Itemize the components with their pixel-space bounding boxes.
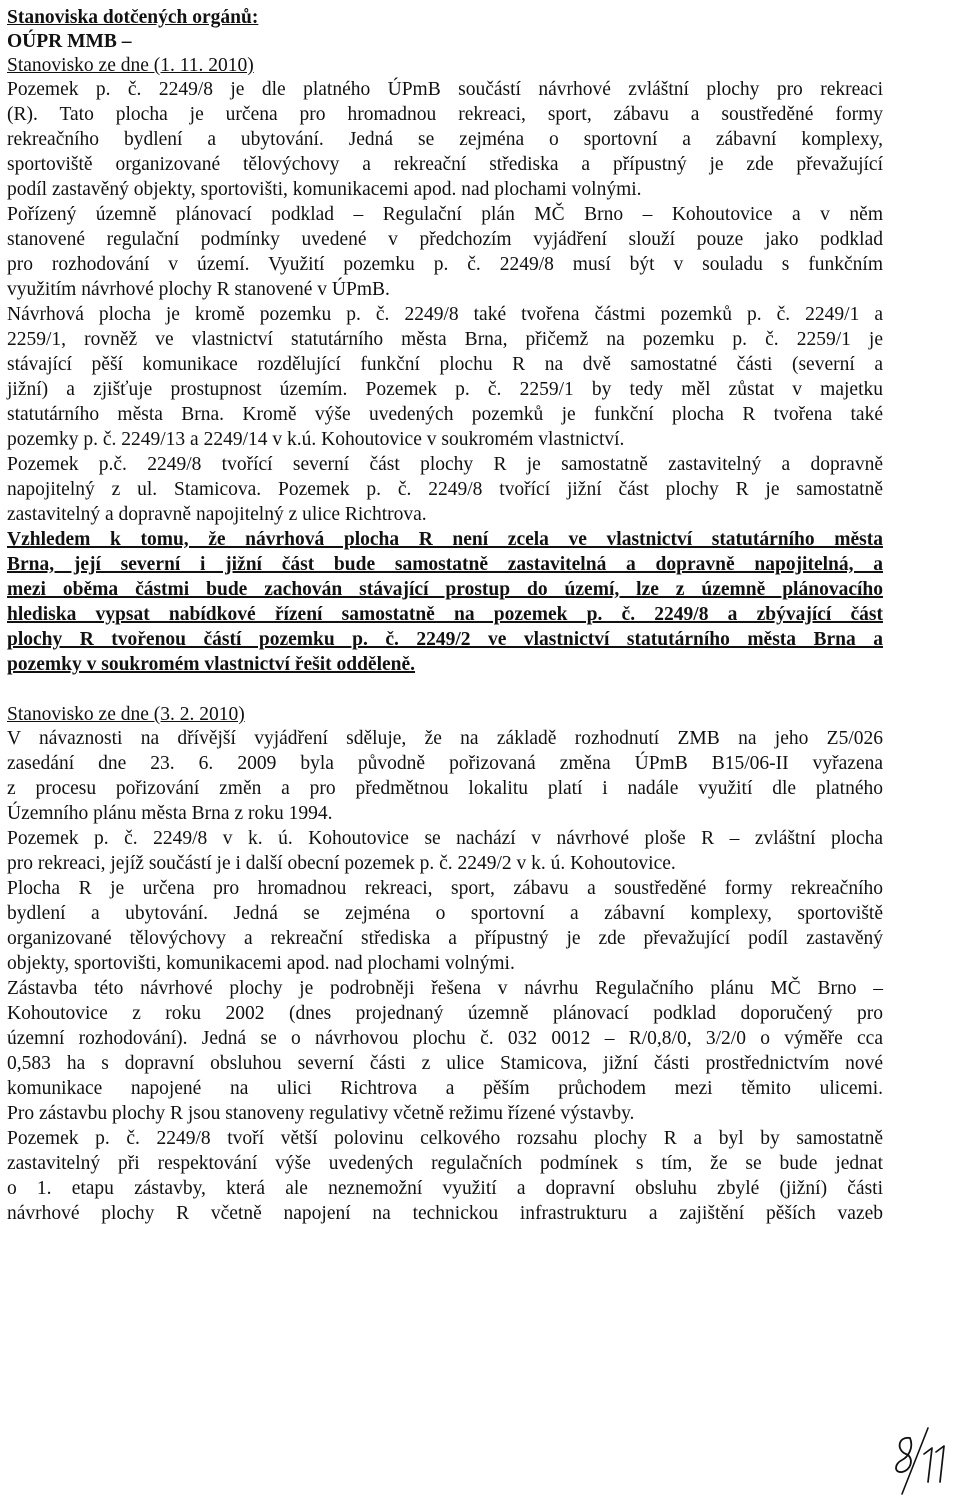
paragraph-line: stávající pěší komunikace rozdělující funkční plochu R na dvě samostatné části (severní a bbox=[7, 354, 883, 375]
paragraph-line: komunikace napojené na ulici Richtrova a pěším průchodem mezi těmito ulicemi. bbox=[7, 1078, 883, 1099]
opinion-date-1: Stanovisko ze dne (1. 11. 2010) bbox=[7, 55, 254, 76]
paragraph-line: pozemky p. č. 2249/13 a 2249/14 v k.ú. Kohoutovice v soukromém vlastnictví. bbox=[7, 429, 625, 450]
paragraph-line: podíl zastavěný objekty, sportovišti, komunikacemi apod. nad plochami volnými. bbox=[7, 179, 642, 200]
conclusion-line: mezi oběma částmi bude zachován stávající prostup do území, lze z územně plánovacího bbox=[7, 579, 883, 600]
paragraph-line: stanovené regulační podmínky uvedené v předchozím vyjádření slouží pouze jako podklad bbox=[7, 229, 883, 250]
paragraph-line: jižní) a zjišťuje prostupnost územím. Pozemek p. č. 2259/1 by tedy měl zůstat v majetku bbox=[7, 379, 883, 400]
paragraph-line: Územního plánu města Brna z roku 1994. bbox=[7, 803, 333, 824]
paragraph-line: Kohoutovice z roku 2002 (dnes projednaný územně plánovací podklad doporučený pro bbox=[7, 1003, 883, 1024]
paragraph-line: sportoviště organizované tělovýchovy a rekreační střediska a přípustný je zde převažující bbox=[7, 154, 883, 175]
paragraph-line: bydlení a ubytování. Jedná se zejména o sportovní a zábavní komplexy, sportoviště bbox=[7, 903, 883, 924]
paragraph-line: Návrhová plocha je kromě pozemku p. č. 2249/8 také tvořena částmi pozemků p. č. 2249/1 a bbox=[7, 304, 883, 325]
paragraph-line: Zástavba této návrhové plochy je podrobněji řešena v návrhu Regulačního plánu MČ Brno – bbox=[7, 978, 883, 999]
paragraph-line: (R). Tato plocha je určena pro hromadnou rekreaci, sport, zábavu a soustředěné formy bbox=[7, 104, 883, 125]
paragraph-line: z procesu pořizování změn a pro předmětnou lokalitu platí i nadále využití dle platného bbox=[7, 778, 883, 799]
paragraph-line: V návaznosti na dřívější vyjádření sděluje, že na základě rozhodnutí ZMB na jeho Z5/026 bbox=[7, 728, 883, 749]
paragraph-line: statutárního města Brna. Kromě výše uvedených pozemků je funkční plocha R tvořena také bbox=[7, 404, 883, 425]
paragraph-line: napojitelný z ul. Stamicova. Pozemek p. č. 2249/8 tvořící jižní část plochy R je samostatně bbox=[7, 479, 883, 500]
document-title: Stanoviska dotčených orgánů: bbox=[7, 7, 259, 28]
paragraph-line: zasedání dne 23. 6. 2009 byla původně pořizovaná změna ÚPmB B15/06-II vyřazena bbox=[7, 753, 883, 774]
conclusion-line: pozemky v soukromém vlastnictví řešit odděleně. bbox=[7, 654, 416, 675]
paragraph-line: pro rozhodování v území. Využití pozemku p. č. 2249/8 musí být v souladu s funkčním bbox=[7, 254, 883, 275]
paragraph-line: zastavitelný a dopravně napojitelný z ulice Richtrova. bbox=[7, 504, 427, 525]
conclusion-line: hlediska vypsat nabídkové řízení samostatně na pozemek p. č. 2249/8 a zbývající část bbox=[7, 604, 883, 625]
conclusion-line: Vzhledem k tomu, že návrhová plocha R není zcela ve vlastnictví statutárního města bbox=[7, 529, 883, 550]
paragraph-line: Pro zástavbu plochy R jsou stanoveny regulativy včetně režimu řízené výstavby. bbox=[7, 1103, 635, 1124]
paragraph-line: Pozemek p. č. 2249/8 je dle platného ÚPmB součástí návrhové zvláštní plochy pro rekreaci bbox=[7, 79, 883, 100]
paragraph-line: organizované tělovýchovy a rekreační střediska a přípustný je zde převažující podíl zastavěný bbox=[7, 928, 883, 949]
conclusion-line: plochy R tvořenou částí pozemku p. č. 2249/2 ve vlastnictví statutárního města Brna a bbox=[7, 629, 883, 650]
paragraph-line: Plocha R je určena pro hromadnou rekreaci, sport, zábavu a soustředěné formy rekreačního bbox=[7, 878, 883, 899]
paragraph-line: využitím návrhové plochy R stanovené v ÚPmB. bbox=[7, 279, 390, 300]
opinion-date-2: Stanovisko ze dne (3. 2. 2010) bbox=[7, 704, 245, 725]
paragraph-line: Pořízený územně plánovací podklad – Regulační plán MČ Brno – Kohoutovice a v něm bbox=[7, 204, 883, 225]
paragraph-line: 2259/1, rovněž ve vlastnictví statutárního města Brna, přičemž na pozemku p. č. 2259/1 je bbox=[7, 329, 883, 350]
paragraph-line: návrhové plochy R včetně napojení na technickou infrastrukturu a zajištění pěších vazeb bbox=[7, 1203, 883, 1224]
paragraph-line: územní rozhodování). Jedná se o návrhovou plochu č. 032 0012 – R/0,8/0, 3/2/0 o výměře cca bbox=[7, 1028, 883, 1049]
conclusion-line: Brna, její severní i jižní část bude samostatně zastavitelná a dopravně napojitelná, a bbox=[7, 554, 883, 575]
handwritten-page-number bbox=[888, 1424, 952, 1496]
paragraph-line: pro rekreaci, jejíž součástí je i další obecní pozemek p. č. 2249/2 v k. ú. Kohoutovice. bbox=[7, 853, 676, 874]
paragraph-line: zastavitelný při respektování výše uvedených regulačních podmínek s tím, že se bude jednat bbox=[7, 1153, 883, 1174]
authority-name: OÚPR MMB – bbox=[7, 31, 132, 52]
paragraph-line: 0,583 ha s dopravní obsluhou severní části z ulice Stamicova, jižní části prostřednictvím nové bbox=[7, 1053, 883, 1074]
paragraph-line: rekreačního bydlení a ubytování. Jedná se zejména o sportovní a zábavní komplexy, bbox=[7, 129, 883, 150]
paragraph-line: Pozemek p.č. 2249/8 tvořící severní část plochy R je samostatně zastavitelný a dopravně bbox=[7, 454, 883, 475]
paragraph-line: Pozemek p. č. 2249/8 v k. ú. Kohoutovice se nachází v návrhové ploše R – zvláštní plocha bbox=[7, 828, 883, 849]
paragraph-line: Pozemek p. č. 2249/8 tvoří větší polovinu celkového rozsahu plochy R a byl by samostatně bbox=[7, 1128, 883, 1149]
paragraph-line: objekty, sportovišti, komunikacemi apod. nad plochami volnými. bbox=[7, 953, 515, 974]
paragraph-line: o 1. etapu zástavby, která ale neznemožní využití a dopravní obsluhu zbylé (jižní) části bbox=[7, 1178, 883, 1199]
